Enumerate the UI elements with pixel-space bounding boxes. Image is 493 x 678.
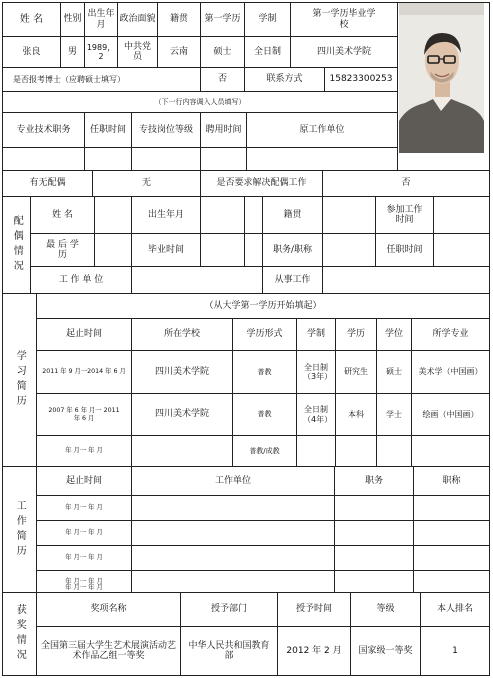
work-col-title: 职称 <box>442 475 461 486</box>
border-right <box>489 2 490 676</box>
has-spouse-label: 有无配偶 <box>29 178 66 189</box>
study-col-degree: 学位 <box>384 329 403 340</box>
first-edu-value: 硕士 <box>213 46 232 57</box>
award-1-time: 2012 年 2 月 <box>286 645 342 656</box>
spouse-title-label: 职务/职称 <box>272 244 313 255</box>
study-col-form: 学历形式 <box>246 329 283 340</box>
personal-photo <box>399 3 484 153</box>
awards-col-name: 奖项名称 <box>90 604 127 615</box>
title-time-label: 任职时间 <box>89 124 126 135</box>
study-col-period: 起止时间 <box>65 329 102 340</box>
border-bottom <box>2 675 490 676</box>
study-row-1-period: 2011 年 9 月一2014 年 6 月 <box>42 368 126 376</box>
work-col-period: 起止时间 <box>65 475 102 486</box>
study-header-note: （从大学第一学历开始填起） <box>204 300 322 311</box>
awards-col-rank: 本人排名 <box>436 604 473 615</box>
degree-type-label: 学制 <box>258 14 277 25</box>
name-label: 姓 名 <box>19 13 44 25</box>
transfer-notice: （下一行内容调入人员填写） <box>154 97 246 106</box>
spouse-tenure-label: 任职时间 <box>386 244 423 255</box>
work-row-4-period: 年 月一 年 月 <box>65 577 103 585</box>
first-edu-label: 第一学历 <box>204 14 241 25</box>
study-col-edu: 学历 <box>346 329 365 340</box>
resolve-spouse-job-value: 否 <box>401 178 411 189</box>
study-row-2-school: 四川美术学院 <box>154 409 209 420</box>
work-row-3-period: 年 月一 年 月 <box>65 554 103 562</box>
spouse-edu-label: 最 后 学 历 <box>46 239 79 260</box>
table-rule <box>244 196 245 266</box>
birth-label: 出生年月 <box>87 9 115 30</box>
table-rule <box>397 2 398 170</box>
person-photo-image <box>399 3 484 153</box>
awards-col-level: 等级 <box>376 604 395 615</box>
study-row-2-major: 绘画（中国画） <box>422 409 479 419</box>
award-1-dept: 中华人民共和国教育部 <box>188 640 270 661</box>
study-col-system: 学制 <box>306 329 325 340</box>
political-value: 中共党员 <box>124 41 152 62</box>
study-row-1-system: 全日制（3年） <box>303 362 333 381</box>
award-1-level: 国家级一等奖 <box>358 645 413 656</box>
has-spouse-value: 无 <box>141 178 151 189</box>
name-value: 张良 <box>22 46 41 57</box>
birth-value: 1989，2 <box>86 42 116 61</box>
spouse-native-label: 籍贯 <box>283 209 302 220</box>
spouse-occupation-label: 从事工作 <box>274 274 311 285</box>
post-level-label: 专技岗位等级 <box>138 124 193 135</box>
table-rule <box>200 196 201 266</box>
award-1-rank: 1 <box>452 645 458 656</box>
work-col-post: 职务 <box>364 475 383 486</box>
study-row-1-school: 四川美术学院 <box>154 366 209 377</box>
study-row-2-form: 普教 <box>257 410 272 419</box>
first-school-label: 第一学历毕业学校 <box>312 9 376 30</box>
spouse-name-label: 姓 名 <box>52 209 73 220</box>
doctor-question-value: 否 <box>217 74 227 85</box>
awards-section-label: 获奖情况 <box>14 604 26 664</box>
political-label: 政治面貌 <box>119 14 156 25</box>
resolve-spouse-job-label: 是否要求解决配偶工作 <box>216 178 307 189</box>
study-col-major: 所学专业 <box>432 329 469 340</box>
work-row-5-period: 年 月一 年 月 <box>65 583 103 591</box>
spouse-grad-time-label: 毕业时间 <box>147 244 184 255</box>
doctor-question-label: 是否报考博士（应聘硕士填写） <box>13 74 125 84</box>
tech-title-label: 专业技术职务 <box>16 124 71 135</box>
spouse-birth-label: 出生年月 <box>147 209 184 220</box>
study-row-3-period: 年 月一 年 月 <box>65 447 103 455</box>
study-row-3-school <box>132 436 232 466</box>
study-row-1-form: 普教 <box>257 367 272 376</box>
contact-label: 联系方式 <box>266 74 303 85</box>
gender-value: 男 <box>67 46 77 57</box>
award-1-name: 全国第三届大学生艺术展演活动艺术作品乙组一等奖 <box>40 640 176 661</box>
native-label: 籍贯 <box>169 14 188 25</box>
table-rule <box>322 196 323 293</box>
study-row-2-period: 2007 年 6 年 月一 2011 年 6 月 <box>48 407 120 422</box>
degree-type-value: 全日制 <box>253 46 281 57</box>
first-school-value: 四川美术学院 <box>316 46 371 57</box>
awards-col-time: 授予时间 <box>295 604 332 615</box>
study-row-1-degree: 硕士 <box>386 367 402 377</box>
study-col-school: 所在学校 <box>163 329 200 340</box>
study-row-1-edu: 研究生 <box>344 367 368 377</box>
awards-col-dept: 授予部门 <box>210 604 247 615</box>
phone-value: 15823300253 <box>329 74 393 85</box>
study-section-label: 学习简历 <box>14 350 26 410</box>
original-unit-label: 原工作单位 <box>299 124 345 135</box>
work-row-1-period: 年 月一 年 月 <box>65 504 103 512</box>
spouse-unit-label: 工 作 单 位 <box>58 274 104 285</box>
study-row-1-major: 美术学（中国画） <box>418 367 483 377</box>
spouse-section-label: 配偶情况 <box>11 215 23 275</box>
study-row-2-degree: 学士 <box>386 409 402 419</box>
table-rule <box>94 196 95 266</box>
study-row-2-edu: 本科 <box>348 409 364 419</box>
work-col-unit: 工作单位 <box>214 475 251 486</box>
hire-time-label: 聘用时间 <box>205 124 242 135</box>
work-section-label: 工作简历 <box>14 499 26 560</box>
study-row-3-form: 普教/成教 <box>249 446 280 455</box>
spouse-work-time-label: 参加工作时间 <box>386 204 423 225</box>
table-rule <box>433 196 434 266</box>
gender-label: 性别 <box>63 14 82 25</box>
study-row-2-system: 全日制（4年） <box>303 405 333 424</box>
work-row-2-period: 年 月一 年 月 <box>65 529 103 537</box>
native-value: 云南 <box>169 46 188 57</box>
